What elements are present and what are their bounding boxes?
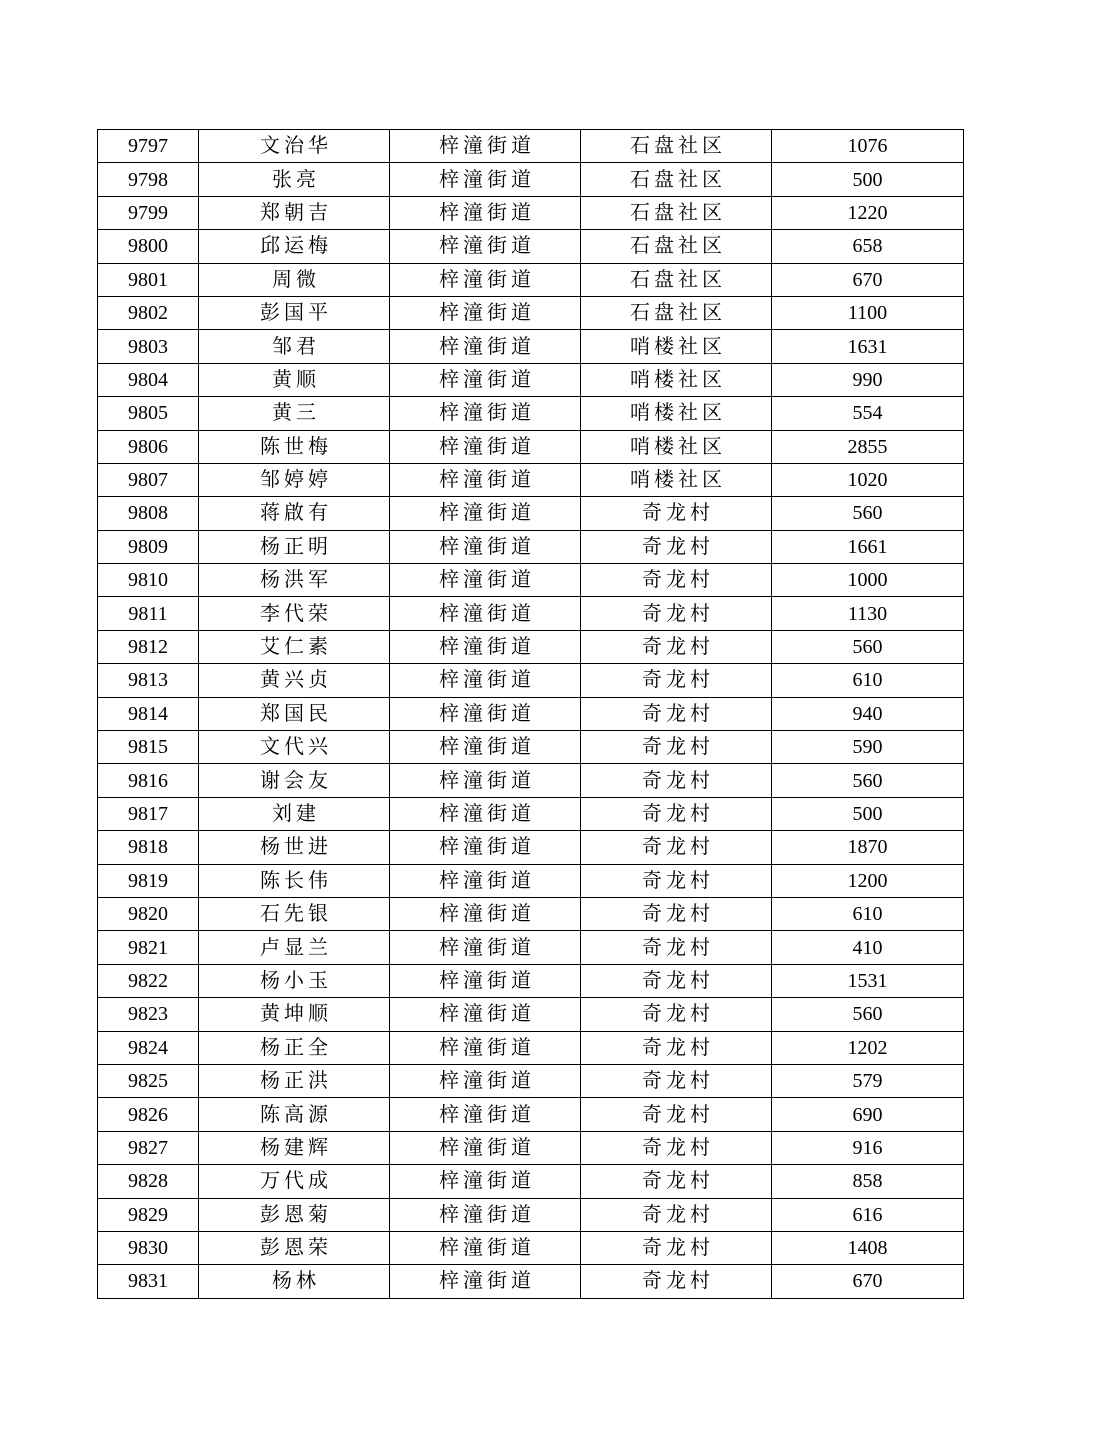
community-cell: 奇龙村 bbox=[581, 697, 772, 730]
person-name-cell: 杨正明 bbox=[199, 530, 390, 563]
street-cell: 梓潼街道 bbox=[390, 1131, 581, 1164]
amount-cell: 1220 bbox=[772, 196, 964, 229]
row-number-cell: 9812 bbox=[98, 630, 199, 663]
street-cell: 梓潼街道 bbox=[390, 998, 581, 1031]
street-cell: 梓潼街道 bbox=[390, 130, 581, 163]
table-row bbox=[98, 1064, 964, 1097]
table-row bbox=[98, 864, 964, 897]
street-cell: 梓潼街道 bbox=[390, 664, 581, 697]
row-number-cell: 9814 bbox=[98, 697, 199, 730]
street-cell: 梓潼街道 bbox=[390, 1098, 581, 1131]
community-cell: 奇龙村 bbox=[581, 864, 772, 897]
amount-cell: 500 bbox=[772, 797, 964, 830]
community-cell: 哨楼社区 bbox=[581, 430, 772, 463]
person-name-cell: 邱运梅 bbox=[199, 230, 390, 263]
street-cell: 梓潼街道 bbox=[390, 597, 581, 630]
person-name-cell: 卢显兰 bbox=[199, 931, 390, 964]
amount-cell: 410 bbox=[772, 931, 964, 964]
community-cell: 奇龙村 bbox=[581, 1231, 772, 1264]
amount-cell: 500 bbox=[772, 163, 964, 196]
amount-cell: 990 bbox=[772, 363, 964, 396]
community-cell: 哨楼社区 bbox=[581, 397, 772, 430]
amount-cell: 1531 bbox=[772, 964, 964, 997]
street-cell: 梓潼街道 bbox=[390, 697, 581, 730]
table-row bbox=[98, 296, 964, 329]
row-number-cell: 9830 bbox=[98, 1231, 199, 1264]
community-cell: 奇龙村 bbox=[581, 797, 772, 830]
table-row bbox=[98, 597, 964, 630]
amount-cell: 658 bbox=[772, 230, 964, 263]
community-cell: 哨楼社区 bbox=[581, 463, 772, 496]
row-number-cell: 9822 bbox=[98, 964, 199, 997]
street-cell: 梓潼街道 bbox=[390, 363, 581, 396]
table-row bbox=[98, 1131, 964, 1164]
table-row bbox=[98, 330, 964, 363]
row-number-cell: 9820 bbox=[98, 897, 199, 930]
table-row bbox=[98, 964, 964, 997]
street-cell: 梓潼街道 bbox=[390, 864, 581, 897]
community-cell: 奇龙村 bbox=[581, 964, 772, 997]
community-cell: 奇龙村 bbox=[581, 831, 772, 864]
row-number-cell: 9805 bbox=[98, 397, 199, 430]
street-cell: 梓潼街道 bbox=[390, 564, 581, 597]
person-name-cell: 黄顺 bbox=[199, 363, 390, 396]
community-cell: 哨楼社区 bbox=[581, 363, 772, 396]
amount-cell: 610 bbox=[772, 664, 964, 697]
row-number-cell: 9828 bbox=[98, 1165, 199, 1198]
table-row bbox=[98, 697, 964, 730]
amount-cell: 560 bbox=[772, 630, 964, 663]
amount-cell: 2855 bbox=[772, 430, 964, 463]
person-name-cell: 郑朝吉 bbox=[199, 196, 390, 229]
row-number-cell: 9816 bbox=[98, 764, 199, 797]
table-row bbox=[98, 1265, 964, 1298]
amount-cell: 1408 bbox=[772, 1231, 964, 1264]
table-row bbox=[98, 664, 964, 697]
person-name-cell: 邹君 bbox=[199, 330, 390, 363]
row-number-cell: 9804 bbox=[98, 363, 199, 396]
table-row bbox=[98, 998, 964, 1031]
community-cell: 奇龙村 bbox=[581, 1131, 772, 1164]
person-name-cell: 杨林 bbox=[199, 1265, 390, 1298]
community-cell: 奇龙村 bbox=[581, 497, 772, 530]
person-name-cell: 彭恩荣 bbox=[199, 1231, 390, 1264]
street-cell: 梓潼街道 bbox=[390, 196, 581, 229]
community-cell: 石盘社区 bbox=[581, 296, 772, 329]
amount-cell: 690 bbox=[772, 1098, 964, 1131]
community-cell: 奇龙村 bbox=[581, 1198, 772, 1231]
amount-cell: 590 bbox=[772, 731, 964, 764]
person-name-cell: 陈高源 bbox=[199, 1098, 390, 1131]
roster-table-body bbox=[98, 130, 964, 1299]
row-number-cell: 9802 bbox=[98, 296, 199, 329]
amount-cell: 616 bbox=[772, 1198, 964, 1231]
community-cell: 奇龙村 bbox=[581, 1098, 772, 1131]
table-row bbox=[98, 831, 964, 864]
community-cell: 奇龙村 bbox=[581, 931, 772, 964]
table-row bbox=[98, 1031, 964, 1064]
street-cell: 梓潼街道 bbox=[390, 430, 581, 463]
street-cell: 梓潼街道 bbox=[390, 163, 581, 196]
table-row bbox=[98, 1231, 964, 1264]
amount-cell: 1130 bbox=[772, 597, 964, 630]
person-name-cell: 蒋啟有 bbox=[199, 497, 390, 530]
row-number-cell: 9810 bbox=[98, 564, 199, 597]
table-row bbox=[98, 463, 964, 496]
community-cell: 奇龙村 bbox=[581, 998, 772, 1031]
table-row bbox=[98, 1198, 964, 1231]
table-row bbox=[98, 731, 964, 764]
community-cell: 奇龙村 bbox=[581, 1165, 772, 1198]
row-number-cell: 9819 bbox=[98, 864, 199, 897]
person-name-cell: 石先银 bbox=[199, 897, 390, 930]
community-cell: 奇龙村 bbox=[581, 1064, 772, 1097]
row-number-cell: 9823 bbox=[98, 998, 199, 1031]
street-cell: 梓潼街道 bbox=[390, 263, 581, 296]
street-cell: 梓潼街道 bbox=[390, 1064, 581, 1097]
amount-cell: 1202 bbox=[772, 1031, 964, 1064]
street-cell: 梓潼街道 bbox=[390, 764, 581, 797]
person-name-cell: 陈长伟 bbox=[199, 864, 390, 897]
row-number-cell: 9798 bbox=[98, 163, 199, 196]
person-name-cell: 杨洪军 bbox=[199, 564, 390, 597]
table-row bbox=[98, 196, 964, 229]
community-cell: 石盘社区 bbox=[581, 196, 772, 229]
community-cell: 石盘社区 bbox=[581, 263, 772, 296]
amount-cell: 1020 bbox=[772, 463, 964, 496]
community-cell: 奇龙村 bbox=[581, 1031, 772, 1064]
community-cell: 奇龙村 bbox=[581, 897, 772, 930]
row-number-cell: 9831 bbox=[98, 1265, 199, 1298]
amount-cell: 1200 bbox=[772, 864, 964, 897]
amount-cell: 560 bbox=[772, 764, 964, 797]
row-number-cell: 9799 bbox=[98, 196, 199, 229]
person-name-cell: 周微 bbox=[199, 263, 390, 296]
street-cell: 梓潼街道 bbox=[390, 530, 581, 563]
person-name-cell: 李代荣 bbox=[199, 597, 390, 630]
community-cell: 奇龙村 bbox=[581, 564, 772, 597]
row-number-cell: 9807 bbox=[98, 463, 199, 496]
row-number-cell: 9825 bbox=[98, 1064, 199, 1097]
row-number-cell: 9817 bbox=[98, 797, 199, 830]
table-row bbox=[98, 1165, 964, 1198]
amount-cell: 610 bbox=[772, 897, 964, 930]
community-cell: 奇龙村 bbox=[581, 764, 772, 797]
table-row bbox=[98, 764, 964, 797]
person-name-cell: 文代兴 bbox=[199, 731, 390, 764]
person-name-cell: 艾仁素 bbox=[199, 630, 390, 663]
table-row bbox=[98, 397, 964, 430]
street-cell: 梓潼街道 bbox=[390, 1265, 581, 1298]
street-cell: 梓潼街道 bbox=[390, 797, 581, 830]
community-cell: 石盘社区 bbox=[581, 130, 772, 163]
table-row bbox=[98, 1098, 964, 1131]
person-name-cell: 郑国民 bbox=[199, 697, 390, 730]
row-number-cell: 9808 bbox=[98, 497, 199, 530]
table-row bbox=[98, 130, 964, 163]
person-name-cell: 张亮 bbox=[199, 163, 390, 196]
street-cell: 梓潼街道 bbox=[390, 463, 581, 496]
community-cell: 石盘社区 bbox=[581, 163, 772, 196]
person-name-cell: 文治华 bbox=[199, 130, 390, 163]
street-cell: 梓潼街道 bbox=[390, 497, 581, 530]
amount-cell: 1870 bbox=[772, 831, 964, 864]
table-row bbox=[98, 263, 964, 296]
row-number-cell: 9827 bbox=[98, 1131, 199, 1164]
community-cell: 奇龙村 bbox=[581, 630, 772, 663]
table-row bbox=[98, 497, 964, 530]
street-cell: 梓潼街道 bbox=[390, 230, 581, 263]
person-name-cell: 刘建 bbox=[199, 797, 390, 830]
street-cell: 梓潼街道 bbox=[390, 1231, 581, 1264]
table-row bbox=[98, 163, 964, 196]
row-number-cell: 9826 bbox=[98, 1098, 199, 1131]
street-cell: 梓潼街道 bbox=[390, 964, 581, 997]
amount-cell: 940 bbox=[772, 697, 964, 730]
person-name-cell: 彭恩菊 bbox=[199, 1198, 390, 1231]
amount-cell: 670 bbox=[772, 263, 964, 296]
row-number-cell: 9800 bbox=[98, 230, 199, 263]
community-cell: 奇龙村 bbox=[581, 530, 772, 563]
person-name-cell: 黄兴贞 bbox=[199, 664, 390, 697]
community-cell: 奇龙村 bbox=[581, 731, 772, 764]
person-name-cell: 黄坤顺 bbox=[199, 998, 390, 1031]
community-cell: 奇龙村 bbox=[581, 1265, 772, 1298]
street-cell: 梓潼街道 bbox=[390, 397, 581, 430]
person-name-cell: 万代成 bbox=[199, 1165, 390, 1198]
row-number-cell: 9801 bbox=[98, 263, 199, 296]
street-cell: 梓潼街道 bbox=[390, 831, 581, 864]
person-name-cell: 彭国平 bbox=[199, 296, 390, 329]
table-row bbox=[98, 363, 964, 396]
amount-cell: 916 bbox=[772, 1131, 964, 1164]
amount-cell: 560 bbox=[772, 998, 964, 1031]
person-name-cell: 谢会友 bbox=[199, 764, 390, 797]
street-cell: 梓潼街道 bbox=[390, 931, 581, 964]
amount-cell: 670 bbox=[772, 1265, 964, 1298]
community-cell: 哨楼社区 bbox=[581, 330, 772, 363]
roster-table bbox=[97, 129, 964, 1299]
table-row bbox=[98, 430, 964, 463]
row-number-cell: 9824 bbox=[98, 1031, 199, 1064]
person-name-cell: 邹婷婷 bbox=[199, 463, 390, 496]
amount-cell: 1631 bbox=[772, 330, 964, 363]
amount-cell: 579 bbox=[772, 1064, 964, 1097]
person-name-cell: 杨建辉 bbox=[199, 1131, 390, 1164]
row-number-cell: 9818 bbox=[98, 831, 199, 864]
table-row bbox=[98, 797, 964, 830]
row-number-cell: 9803 bbox=[98, 330, 199, 363]
row-number-cell: 9806 bbox=[98, 430, 199, 463]
amount-cell: 554 bbox=[772, 397, 964, 430]
table-row bbox=[98, 530, 964, 563]
row-number-cell: 9821 bbox=[98, 931, 199, 964]
person-name-cell: 杨世进 bbox=[199, 831, 390, 864]
row-number-cell: 9811 bbox=[98, 597, 199, 630]
street-cell: 梓潼街道 bbox=[390, 897, 581, 930]
person-name-cell: 杨小玉 bbox=[199, 964, 390, 997]
person-name-cell: 黄三 bbox=[199, 397, 390, 430]
street-cell: 梓潼街道 bbox=[390, 1031, 581, 1064]
row-number-cell: 9797 bbox=[98, 130, 199, 163]
table-row bbox=[98, 230, 964, 263]
row-number-cell: 9829 bbox=[98, 1198, 199, 1231]
table-row bbox=[98, 897, 964, 930]
table-row bbox=[98, 931, 964, 964]
table-row bbox=[98, 630, 964, 663]
row-number-cell: 9809 bbox=[98, 530, 199, 563]
person-name-cell: 杨正全 bbox=[199, 1031, 390, 1064]
community-cell: 石盘社区 bbox=[581, 230, 772, 263]
amount-cell: 1076 bbox=[772, 130, 964, 163]
row-number-cell: 9815 bbox=[98, 731, 199, 764]
amount-cell: 858 bbox=[772, 1165, 964, 1198]
street-cell: 梓潼街道 bbox=[390, 330, 581, 363]
street-cell: 梓潼街道 bbox=[390, 1198, 581, 1231]
street-cell: 梓潼街道 bbox=[390, 731, 581, 764]
amount-cell: 560 bbox=[772, 497, 964, 530]
street-cell: 梓潼街道 bbox=[390, 296, 581, 329]
amount-cell: 1000 bbox=[772, 564, 964, 597]
table-row bbox=[98, 564, 964, 597]
row-number-cell: 9813 bbox=[98, 664, 199, 697]
community-cell: 奇龙村 bbox=[581, 597, 772, 630]
amount-cell: 1661 bbox=[772, 530, 964, 563]
person-name-cell: 陈世梅 bbox=[199, 430, 390, 463]
street-cell: 梓潼街道 bbox=[390, 1165, 581, 1198]
person-name-cell: 杨正洪 bbox=[199, 1064, 390, 1097]
community-cell: 奇龙村 bbox=[581, 664, 772, 697]
amount-cell: 1100 bbox=[772, 296, 964, 329]
street-cell: 梓潼街道 bbox=[390, 630, 581, 663]
